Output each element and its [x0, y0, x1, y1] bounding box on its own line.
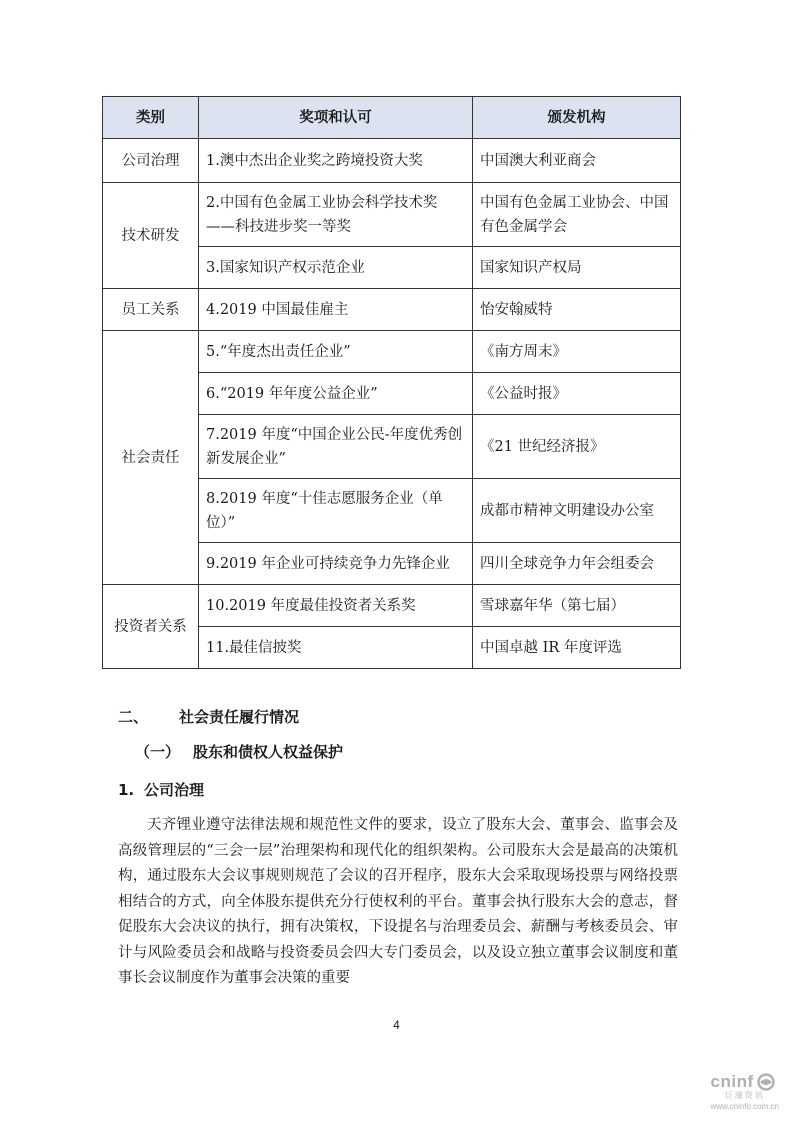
award-cell: 8.2019 年度“十佳志愿服务企业（单位）”	[199, 479, 473, 543]
subsection-heading	[135, 741, 343, 762]
table-row	[103, 139, 681, 183]
header-category: 类别	[103, 97, 199, 139]
table-row	[103, 183, 681, 247]
awards-table	[102, 96, 681, 669]
category-cell: 技术研发	[103, 183, 199, 289]
body-paragraph: 天齐锂业遵守法律法规和规范性文件的要求，设立了股东大会、董事会、监事会及高级管理层的“三会一层”治理架构和现代化的组织架构。公司股东大会是最高的决策机构，通过股东大会议事规则规范了会议的召开程序，股东大会采取现场投票与网络投票相结合的方式，向全体股东提供充分行使权利的平台。董事会执行股东大会的意志，督促股东大会决议的执行，拥有决策权，下设提名与治理委员会、薪酬与考核委员会、审计与风险委员会和战略与投资委员会四大专门委员会，以及设立独立董事会议制度和董事长会议制度作为董事会决策的重要	[118, 817, 678, 986]
watermark-url: www.cninfo.com.cn	[710, 1102, 779, 1111]
header-award: 奖项和认可	[199, 97, 473, 139]
award-cell: 5.“年度杰出责任企业”	[199, 331, 473, 373]
issuer-cell: 中国澳大利亚商会	[473, 139, 681, 183]
cninfo-swirl-icon	[756, 1073, 776, 1091]
section-title: 社会责任履行情况	[179, 708, 300, 726]
header-issuer: 颁发机构	[473, 97, 681, 139]
award-cell: 6.“2019 年年度公益企业”	[199, 373, 473, 415]
award-cell: 3.国家知识产权示范企业	[199, 247, 473, 289]
table-row	[103, 585, 681, 627]
item-heading	[118, 779, 204, 800]
award-cell: 1.澳中杰出企业奖之跨境投资大奖	[199, 139, 473, 183]
award-cell: 9.2019 年企业可持续竞争力先锋企业	[199, 543, 473, 585]
watermark-logo-text: cninf	[710, 1072, 754, 1091]
section-heading	[118, 706, 299, 727]
category-cell: 员工关系	[103, 289, 199, 331]
category-cell: 投资者关系	[103, 585, 199, 669]
issuer-cell: 《公益时报》	[473, 373, 681, 415]
award-cell: 4.2019 中国最佳雇主	[199, 289, 473, 331]
table-header-row	[103, 97, 681, 139]
item-number: 1.	[118, 781, 135, 799]
award-cell: 7.2019 年度“中国企业公民-年度优秀创新发展企业”	[199, 415, 473, 479]
award-cell: 2.中国有色金属工业协会科学技术奖——科技进步奖一等奖	[199, 183, 473, 247]
issuer-cell: 中国卓越 IR 年度评选	[473, 627, 681, 669]
issuer-cell: 《南方周末》	[473, 331, 681, 373]
issuer-cell: 《21 世纪经济报》	[473, 415, 681, 479]
page-number: 4	[393, 1018, 400, 1032]
subsection-number: （一）	[135, 743, 181, 761]
issuer-cell: 怡安翰威特	[473, 289, 681, 331]
table-row	[103, 331, 681, 373]
watermark-logo	[711, 1072, 779, 1092]
subsection-title: 股东和债权人权益保护	[193, 743, 344, 761]
award-cell: 11.最佳信披奖	[199, 627, 473, 669]
table-row	[103, 289, 681, 331]
issuer-cell: 成都市精神文明建设办公室	[473, 479, 681, 543]
issuer-cell: 中国有色金属工业协会、中国有色金属学会	[473, 183, 681, 247]
watermark-cn: 巨潮资讯	[724, 1091, 765, 1100]
award-cell: 10.2019 年度最佳投资者关系奖	[199, 585, 473, 627]
issuer-cell: 雪球嘉年华（第七届）	[473, 585, 681, 627]
item-title: 公司治理	[144, 781, 205, 799]
section-number: 二、	[118, 708, 149, 726]
category-cell: 公司治理	[103, 139, 199, 183]
issuer-cell: 国家知识产权局	[473, 247, 681, 289]
issuer-cell: 四川全球竞争力年会组委会	[473, 543, 681, 585]
cninfo-watermark	[711, 1072, 779, 1111]
category-cell: 社会责任	[103, 331, 199, 585]
